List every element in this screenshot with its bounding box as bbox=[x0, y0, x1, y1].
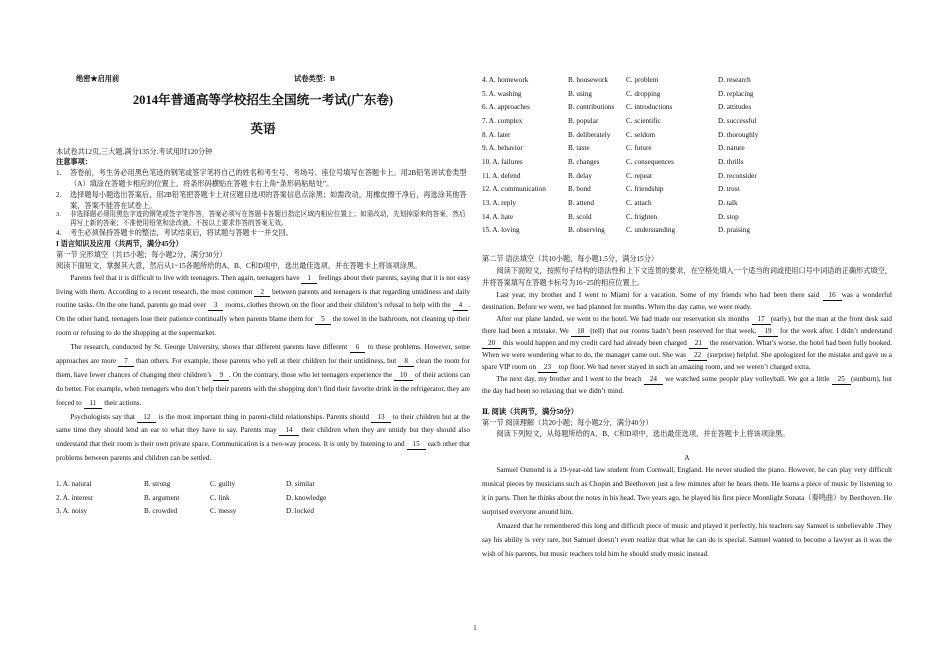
option-d: D. replacing bbox=[718, 89, 754, 98]
grammar-paragraph-3: The next day, my brother and I went to the beach 24 we watched some people play volleyball. We got a little 25 (sunburn), but the day had been so relaxing that we didn’t mind. bbox=[482, 375, 892, 396]
blank-16: 16 bbox=[823, 292, 842, 301]
option-b: B. attend bbox=[568, 199, 594, 208]
option-c: C. consequences bbox=[626, 158, 674, 167]
option-row bbox=[482, 74, 892, 88]
passage-a-paragraph-1: Samuel Osmond is a 19-year-old law student from Cornwall, England. He never studied the piano. However, he can play very difficult musical pieces by musicians such as Chopin and Beethoven just a few minutes after he hears them. He learns a piece of music by listening to it in parts. Then he thinks about the notes in his head. Two years ago, he played his first piece Moonlight Sonata（奏鸣曲）by Beethoven. He surprised everyone around him. bbox=[482, 466, 892, 516]
blank-14: 14 bbox=[279, 427, 298, 436]
option-d: D. locked bbox=[286, 507, 314, 516]
grammar-paragraph-2: After our plane landed, we went to the hotel. We had made our reservation six months 17 (early), but the man at the front desk said there had been a mistake. We 18 (tell) that our rooms hadn’t been reserved for that week, 19 for the week after. I didn’t understand 20 this would happen and my credit card had already been charged 21 the reservation. What’s worse, the hotel had been fully booked. When we were wondering what to do, the manager came out. She was 22 (surprise) helpful. She apologized for the mistake and gave us a spare VIP room on 23 top floor. We had never stayed in such an amazing room, and we weren’t charged extra. bbox=[482, 314, 893, 371]
blank-7: 7 bbox=[118, 358, 134, 367]
blank-23: 23 bbox=[538, 364, 557, 373]
option-row bbox=[482, 156, 892, 170]
blank-4: 4 bbox=[453, 302, 469, 311]
cloze-paragraph-2: The research, conducted by St. George University, shows that different parents have different 6 to these problems. However, some approaches are more 7 than others. For example, those parents who yell at their children for their untidiness, but 8 clean the room for them, have fewer chances of changing their children’s 9 . On the contrary, those who let teenagers experience the 10 of their actions can do better. For example, when teenagers who don’t help their parents with the shopping don’t find their favorite drink in the refrigerator, they are forced to 11 their actions. bbox=[56, 343, 470, 407]
option-row bbox=[482, 129, 892, 143]
option-d: D. nature bbox=[718, 144, 745, 153]
option-c: C. problem bbox=[626, 76, 659, 84]
left-column bbox=[56, 74, 470, 519]
note-number: 3. bbox=[56, 211, 61, 219]
note-text: 答卷前，考生务必用黑色笔迹的钢笔或签字笔将自己的姓名和考生号、考场号、座位号填写在答题卡上。用2B铅笔讲试卷类型（A）填涂在答题卡相应的位置上。将条形码横贴在答题卡右上角“条形码粘贴处”。 bbox=[70, 169, 467, 188]
option-c: C. dropping bbox=[626, 89, 661, 98]
option-b: B. scold bbox=[568, 212, 592, 221]
option-d: D. reconsider bbox=[718, 171, 757, 180]
option-d: D. thrills bbox=[718, 158, 744, 167]
option-a: 3. A. noisy bbox=[56, 507, 88, 516]
note-item bbox=[56, 211, 470, 228]
blank-3: 3 bbox=[208, 302, 224, 311]
option-c: C. repeat bbox=[626, 171, 652, 180]
option-a: 9. A. behavior bbox=[482, 144, 523, 153]
blank-13: 13 bbox=[371, 414, 390, 423]
option-row bbox=[482, 170, 892, 184]
notes-heading: 注意事项： bbox=[56, 158, 92, 167]
option-d: D. praising bbox=[718, 226, 750, 235]
blank-17: 17 bbox=[752, 316, 771, 325]
blank-24: 24 bbox=[644, 376, 663, 385]
option-a: 15. A. loving bbox=[482, 226, 520, 235]
option-b: B. popular bbox=[568, 117, 599, 126]
note-item bbox=[56, 190, 470, 212]
blank-12: 12 bbox=[137, 414, 156, 423]
cloze-paragraph-3: Psychologists say that 12 is the most important thing in parent-child relationships. Parents should 13 to their children but at the same time they should lend an ear to what they have to say. Parents may 14 their children when they are untidy but they should also understand that their room is their own private space. Communication is a two-way process. It is only by listening to and 15 each other that problems between parents and children can be settled. bbox=[56, 412, 471, 463]
option-c: C. friendship bbox=[626, 185, 664, 194]
option-b: B. delay bbox=[568, 171, 592, 180]
blank-11: 11 bbox=[84, 400, 103, 409]
blank-10: 10 bbox=[394, 372, 413, 381]
option-c: C. scientific bbox=[626, 117, 661, 126]
blank-1: 1 bbox=[301, 275, 317, 284]
grammar-paragraph-1: Last year, my brother and I went to Miami for a vacation. Some of my friends who had been there said 16 was a wonderful destination. Before we went, we had planned for months. When the day came, we were ready. bbox=[482, 290, 892, 311]
note-text: 选择题每小题选出答案后，用2B铅笔把答题卡上对应题目选项的答案信息点涂黑；如需改动，用橡皮擦干净后，再选涂其他答案，答案不能答在试卷上。 bbox=[70, 190, 467, 210]
option-a: 8. A. later bbox=[482, 130, 511, 139]
option-row bbox=[482, 224, 892, 238]
option-b: B. argument bbox=[144, 493, 180, 502]
blank-19: 19 bbox=[758, 328, 777, 337]
option-row bbox=[482, 197, 892, 211]
note-number: 1. bbox=[56, 169, 62, 178]
option-row bbox=[482, 101, 892, 115]
option-d: D. talk bbox=[718, 199, 738, 208]
blank-18: 18 bbox=[571, 328, 590, 337]
blank-15: 15 bbox=[407, 441, 426, 450]
option-row bbox=[482, 115, 892, 129]
section1-heading: I 语言知识及应用（共两节，满分45分） bbox=[56, 240, 183, 249]
option-row bbox=[482, 183, 892, 197]
option-a: 10. A. failures bbox=[482, 158, 523, 167]
exam-title: 2014年普通高等学校招生全国统一考试(广东卷) bbox=[132, 92, 394, 107]
blank-9: 9 bbox=[213, 372, 229, 381]
option-row bbox=[482, 211, 892, 225]
option-c: C. future bbox=[626, 144, 652, 153]
option-c: C. seldom bbox=[626, 130, 656, 139]
option-c: C. attach bbox=[626, 199, 652, 208]
subject-title: 英语 bbox=[250, 121, 276, 136]
part1-heading: 第一节 完形填空（共15小题；每小题2分，满分30分） bbox=[56, 251, 227, 260]
option-a: 13. A. reply bbox=[482, 199, 516, 208]
option-a: 11. A. defend bbox=[482, 171, 521, 180]
option-row bbox=[56, 505, 470, 519]
passage-a-paragraph-2: Amazed that he remembered this long and difficult piece of music and played it perfectly, his teachers say Samuel is unbelievable .They say his ability is very rare, but Samuel doesn’t even realize that what he can do is special. Samuel wanted to become a lawyer as it was the wish of his parents, but music teachers told him he should study music instead. bbox=[482, 521, 892, 558]
option-c: C. frighten bbox=[626, 212, 658, 221]
option-b: B. strong bbox=[144, 480, 171, 489]
option-b: B. changes bbox=[568, 158, 600, 167]
option-b: B. housework bbox=[568, 76, 608, 84]
option-d: D. trust bbox=[718, 185, 740, 194]
note-number: 2. bbox=[56, 190, 62, 199]
option-d: D. stop bbox=[718, 212, 739, 221]
blank-25: 25 bbox=[832, 376, 851, 385]
option-b: B. contributions bbox=[568, 103, 615, 112]
option-row bbox=[56, 492, 470, 506]
option-a: 5. A. washing bbox=[482, 89, 522, 98]
paper-type: 试卷类型：B bbox=[294, 75, 335, 83]
option-a: 12. A. communication bbox=[482, 185, 546, 194]
option-row bbox=[56, 478, 470, 492]
option-b: B. crowded bbox=[144, 507, 178, 516]
option-b: B. deliberately bbox=[568, 130, 611, 139]
passage-label: A bbox=[684, 454, 690, 463]
part2-heading: 第二节 语法填空（共10小题，每小题1.5分，满分15分） bbox=[482, 255, 659, 264]
note-item bbox=[56, 228, 470, 239]
option-b: B. using bbox=[568, 89, 592, 98]
blank-21: 21 bbox=[689, 340, 708, 349]
option-d: D. knowledge bbox=[286, 493, 327, 502]
blank-20: 20 bbox=[482, 340, 501, 349]
option-d: D. similar bbox=[286, 480, 315, 489]
option-d: D. successful bbox=[718, 117, 757, 126]
note-text: 非选择题必须用黑色字迹的钢笔或签字笔作答，答案必须写在答题卡各题目指定区域内相应位置上；如需改动，先划掉原来的答案，然后再写上新的答案；不准使用铅笔和涂改液。不按以上要求作答的答案无效。 bbox=[70, 211, 466, 227]
secret-label: 绝密★启用前 bbox=[76, 75, 120, 83]
reading-instruction: 阅读下列短文，从每题所给的A、B、C和D项中，选出最佳选项，并在答题卡上将该项涂黑。 bbox=[496, 429, 790, 438]
option-row bbox=[482, 142, 892, 156]
options-list-right bbox=[482, 74, 892, 238]
blank-8: 8 bbox=[398, 358, 414, 367]
option-d: D. attitudes bbox=[718, 103, 752, 112]
option-a: 4. A. homework bbox=[482, 76, 529, 84]
cloze-paragraph-1: Parents feel that it is difficult to live with teenagers. Then again, teenagers have 1 feelings about their parents, saying that it is not easy living with them. According to a recent research, the most common 2 between parents and teenagers is that regarding untidiness and daily routine tasks. On the one hand, parents go mad over 3 rooms, clothes thrown on the floor and their children’s refusal to help with the 4 . On the other hand, teenagers lose their patience continually when parents blame them for 5 the towel in the bathroom, not cleaning up their room or refusing to do the shopping at the supermarket. bbox=[56, 273, 471, 338]
right-column bbox=[482, 74, 892, 561]
option-c: C. guilty bbox=[210, 480, 236, 489]
option-c: C. link bbox=[210, 493, 230, 502]
part1-instruction: 阅读下面短文，掌握其大意，然后从1~15各题所给的A、B、C和D项中，选出最佳选项，并在答题卡上将该项涂黑。 bbox=[56, 261, 422, 270]
page-number: 1 bbox=[473, 625, 477, 632]
part2-instruction: 阅读下面短文，按照句子结构的语法性和上下文连贯的要求，在空格处填入一个适当的词或使用口号中词语的正确形式填空，并将答案填写在答题卡标号为16~25的相应位置上。 bbox=[482, 266, 892, 287]
option-a: 2. A. interest bbox=[56, 493, 93, 502]
exam-meta bbox=[76, 74, 470, 85]
option-a: 6. A. approaches bbox=[482, 103, 530, 112]
blank-6: 6 bbox=[350, 344, 366, 353]
option-b: B. bond bbox=[568, 185, 591, 194]
note-text: 考生必须保持答题卡的整洁，考试结束后，将试题与答题卡一并交回。 bbox=[70, 229, 293, 238]
section2-heading: Ⅱ. 阅读（共两节，满分50分） bbox=[482, 408, 578, 417]
options-list-left bbox=[56, 478, 470, 519]
note-number: 4. bbox=[56, 229, 62, 238]
option-c: C. introductions bbox=[626, 103, 673, 112]
option-a: 1. A. natural bbox=[56, 480, 92, 489]
option-d: D. research bbox=[718, 76, 751, 84]
option-d: D. thoroughly bbox=[718, 130, 759, 139]
note-item bbox=[56, 168, 470, 190]
blank-5: 5 bbox=[315, 316, 331, 325]
reading-part1-heading: 第一节 阅读理解（共20小题；每小题2分，满分40分） bbox=[482, 418, 653, 427]
option-c: C. messy bbox=[210, 507, 237, 516]
option-c: C. understanding bbox=[626, 226, 676, 235]
option-b: B. taste bbox=[568, 144, 590, 153]
exam-info: 本试卷共12页,三大题,满分135分.考试用时120分钟 bbox=[56, 147, 213, 156]
option-b: B. observing bbox=[568, 226, 605, 235]
blank-22: 22 bbox=[688, 352, 707, 361]
option-row bbox=[482, 88, 892, 102]
blank-2: 2 bbox=[254, 289, 270, 298]
option-a: 14. A. hate bbox=[482, 212, 514, 221]
option-a: 7. A. complex bbox=[482, 117, 523, 126]
